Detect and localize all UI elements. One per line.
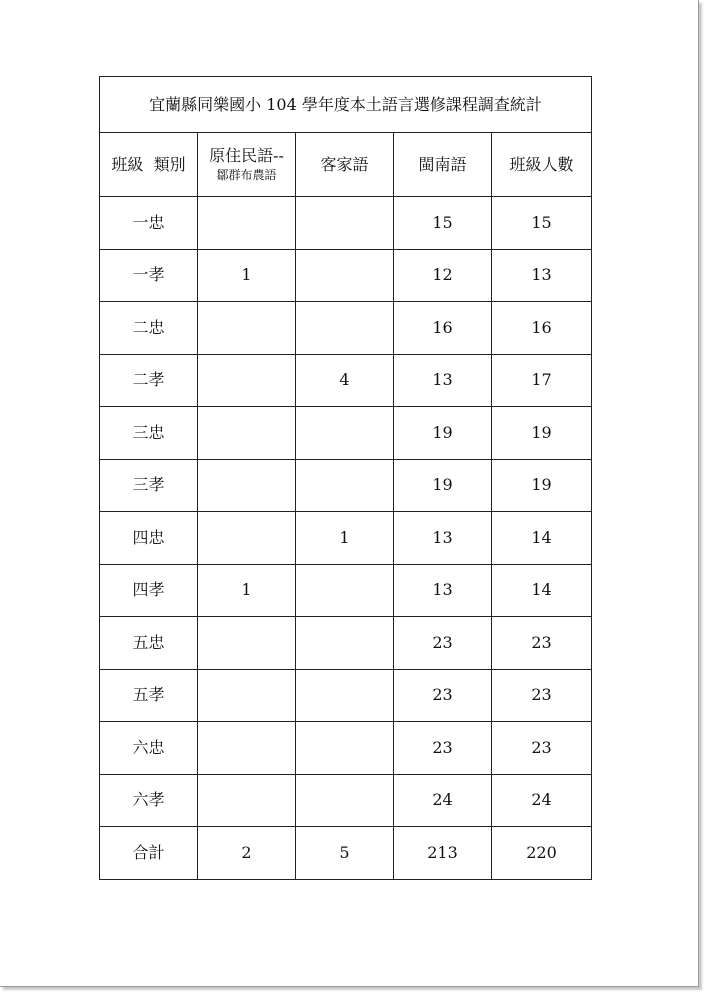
row-hakka [296, 774, 394, 827]
row-minnan: 24 [394, 774, 492, 827]
row-minnan: 23 [394, 669, 492, 722]
header-minnan: 閩南語 [394, 133, 492, 197]
row-indigenous: 1 [198, 249, 296, 302]
row-class: 三孝 [100, 459, 198, 512]
table-row [100, 669, 592, 722]
table-row [100, 617, 592, 670]
table-row [100, 197, 592, 250]
row-hakka [296, 722, 394, 775]
row-indigenous [198, 302, 296, 355]
row-minnan: 15 [394, 197, 492, 250]
row-indigenous [198, 774, 296, 827]
row-indigenous: 1 [198, 564, 296, 617]
row-minnan: 16 [394, 302, 492, 355]
row-indigenous [198, 407, 296, 460]
row-class-total: 23 [492, 722, 592, 775]
header-hakka: 客家語 [296, 133, 394, 197]
row-minnan: 13 [394, 564, 492, 617]
row-minnan: 19 [394, 459, 492, 512]
row-class: 六孝 [100, 774, 198, 827]
row-class-total: 24 [492, 774, 592, 827]
header-class-total: 班級人數 [492, 133, 592, 197]
row-class-total: 23 [492, 617, 592, 670]
row-class: 四忠 [100, 512, 198, 565]
totals-indigenous: 2 [198, 827, 296, 880]
table-row [100, 774, 592, 827]
table-row [100, 249, 592, 302]
row-class-total: 23 [492, 669, 592, 722]
row-class: 五孝 [100, 669, 198, 722]
row-class-total: 13 [492, 249, 592, 302]
row-hakka [296, 564, 394, 617]
header-indigenous-sub: 鄒群布農語 [216, 168, 277, 183]
header-row [100, 133, 592, 197]
row-class: 四孝 [100, 564, 198, 617]
row-class: 二孝 [100, 354, 198, 407]
row-class: 六忠 [100, 722, 198, 775]
row-class-total: 15 [492, 197, 592, 250]
table-row [100, 459, 592, 512]
table-row [100, 512, 592, 565]
row-hakka [296, 669, 394, 722]
row-class-total: 14 [492, 512, 592, 565]
row-class-total: 16 [492, 302, 592, 355]
row-minnan: 13 [394, 512, 492, 565]
row-indigenous [198, 197, 296, 250]
row-indigenous [198, 669, 296, 722]
row-indigenous [198, 459, 296, 512]
row-minnan: 23 [394, 617, 492, 670]
row-minnan: 19 [394, 407, 492, 460]
row-hakka [296, 302, 394, 355]
table-row [100, 407, 592, 460]
row-hakka [296, 249, 394, 302]
row-class: 三忠 [100, 407, 198, 460]
table-body [100, 197, 592, 827]
row-hakka: 1 [296, 512, 394, 565]
header-indigenous-main: 原住民語-- [209, 145, 284, 165]
row-minnan: 23 [394, 722, 492, 775]
table-title: 宜蘭縣同樂國小 104 學年度本土語言選修課程調查統計 [100, 77, 592, 133]
row-minnan: 12 [394, 249, 492, 302]
row-class: 一孝 [100, 249, 198, 302]
row-hakka: 4 [296, 354, 394, 407]
language-survey-table [99, 76, 592, 880]
totals-label: 合計 [100, 827, 198, 880]
table-row [100, 564, 592, 617]
row-class: 二忠 [100, 302, 198, 355]
row-hakka [296, 617, 394, 670]
totals-minnan: 213 [394, 827, 492, 880]
header-class-category: 班級 類別 [100, 133, 198, 197]
row-indigenous [198, 354, 296, 407]
row-hakka [296, 197, 394, 250]
row-hakka [296, 407, 394, 460]
totals-class-total: 220 [492, 827, 592, 880]
row-indigenous [198, 722, 296, 775]
row-class-total: 14 [492, 564, 592, 617]
totals-row [100, 827, 592, 880]
table-title-row [100, 77, 592, 133]
totals-hakka: 5 [296, 827, 394, 880]
header-indigenous [198, 133, 296, 197]
table-row [100, 354, 592, 407]
row-indigenous [198, 617, 296, 670]
row-hakka [296, 459, 394, 512]
row-indigenous [198, 512, 296, 565]
row-class: 五忠 [100, 617, 198, 670]
row-minnan: 13 [394, 354, 492, 407]
row-class: 一忠 [100, 197, 198, 250]
table-row [100, 722, 592, 775]
table-row [100, 302, 592, 355]
row-class-total: 19 [492, 459, 592, 512]
row-class-total: 19 [492, 407, 592, 460]
row-class-total: 17 [492, 354, 592, 407]
